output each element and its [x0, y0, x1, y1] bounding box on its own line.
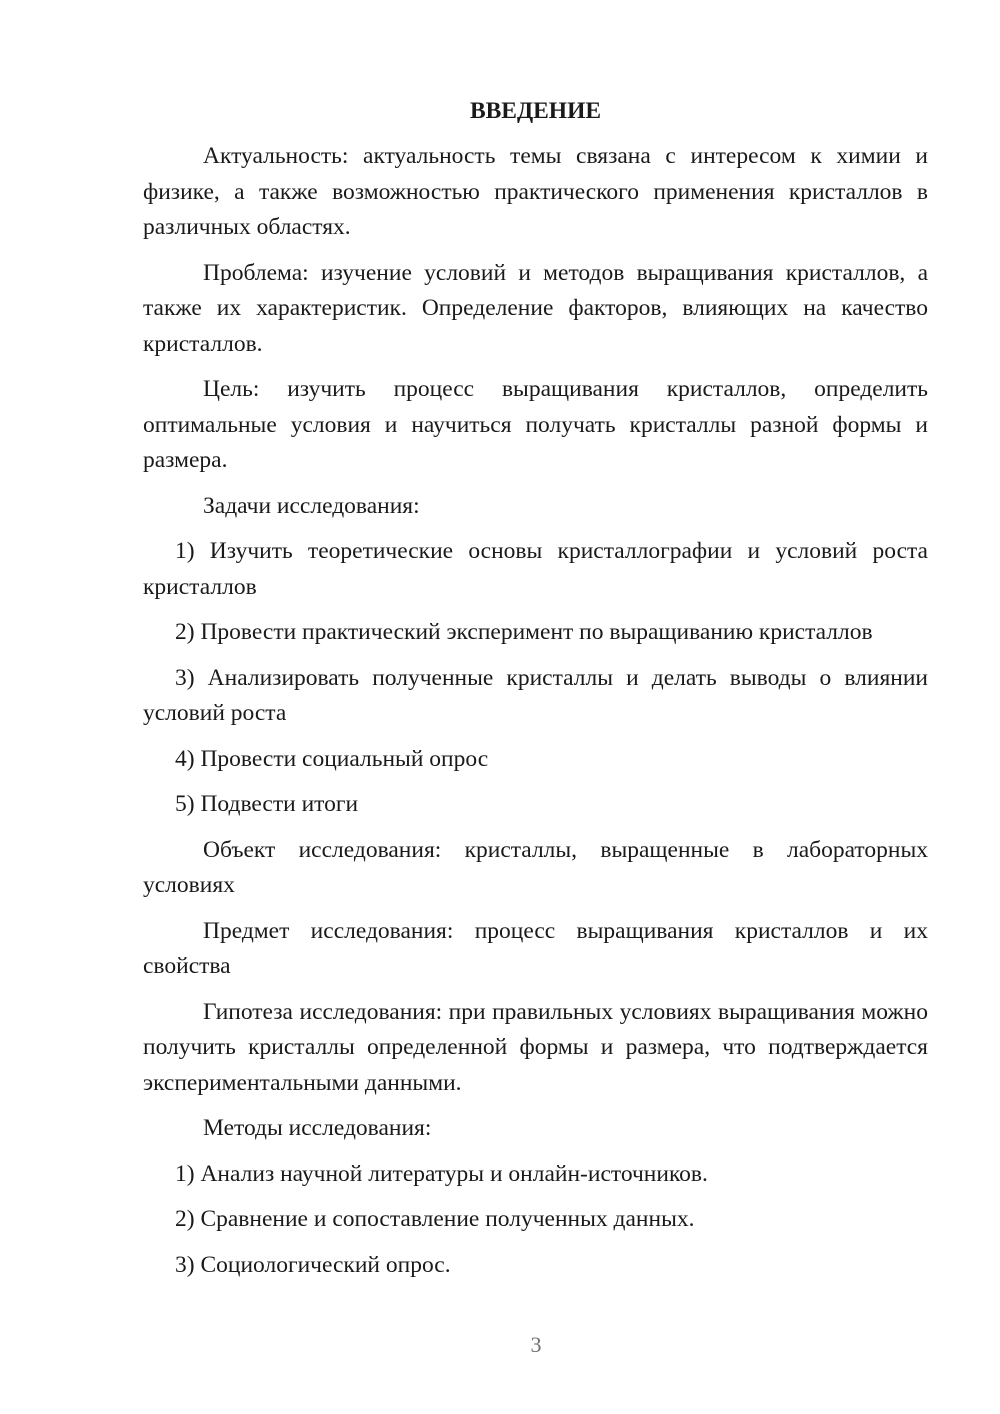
task-item-4: 4) Провести социальный опрос	[175, 745, 489, 772]
paragraph-object: Объект исследования: кристаллы, выращенные в лабораторных условиях	[143, 836, 928, 898]
paragraph-subject: Предмет исследования: процесс выращивания кристаллов и их свойства	[143, 917, 928, 979]
task-item-5: 5) Подвести итоги	[175, 791, 359, 817]
task-item-3: 3) Анализировать полученные кристаллы и делать выводы о влиянии условий роста	[143, 664, 928, 726]
task-item-1: 1) Изучить теоретические основы кристаллографии и условий роста кристаллов	[143, 538, 928, 600]
task-item-2: 2) Провести практический эксперимент по выращиванию кристаллов	[175, 619, 873, 645]
section-heading: ВВЕДЕНИЕ	[469, 98, 602, 124]
tasks-title: Задачи исследования:	[203, 492, 420, 519]
document-body	[143, 94, 928, 1293]
methods-title: Методы исследования:	[203, 1115, 432, 1141]
paragraph-hypothesis: Гипотеза исследования: при правильных условиях выращивания можно получить кристаллы определенной формы и размера, что подтверждается экспериментальными данными.	[143, 998, 928, 1096]
paragraph-relevance: Актуальность: актуальность темы связана с интересом к химии и физике, а также возможностью практического применения кристаллов в различных областях.	[143, 143, 928, 240]
paragraph-goal: Цель: изучить процесс выращивания кристаллов, определить оптимальные условия и научиться получать кристаллы разной формы и размера.	[143, 376, 928, 473]
method-item-1: 1) Анализ научной литературы и онлайн-источников.	[175, 1160, 708, 1187]
paragraph-problem: Проблема: изучение условий и методов выращивания кристаллов, а также их характеристик. Определение факторов, влияющих на качество кристаллов.	[143, 259, 928, 357]
page-number: 3	[530, 1332, 542, 1357]
method-item-2: 2) Сравнение и сопоставление полученных данных.	[175, 1206, 695, 1232]
method-item-3: 3) Социологический опрос.	[175, 1251, 451, 1278]
